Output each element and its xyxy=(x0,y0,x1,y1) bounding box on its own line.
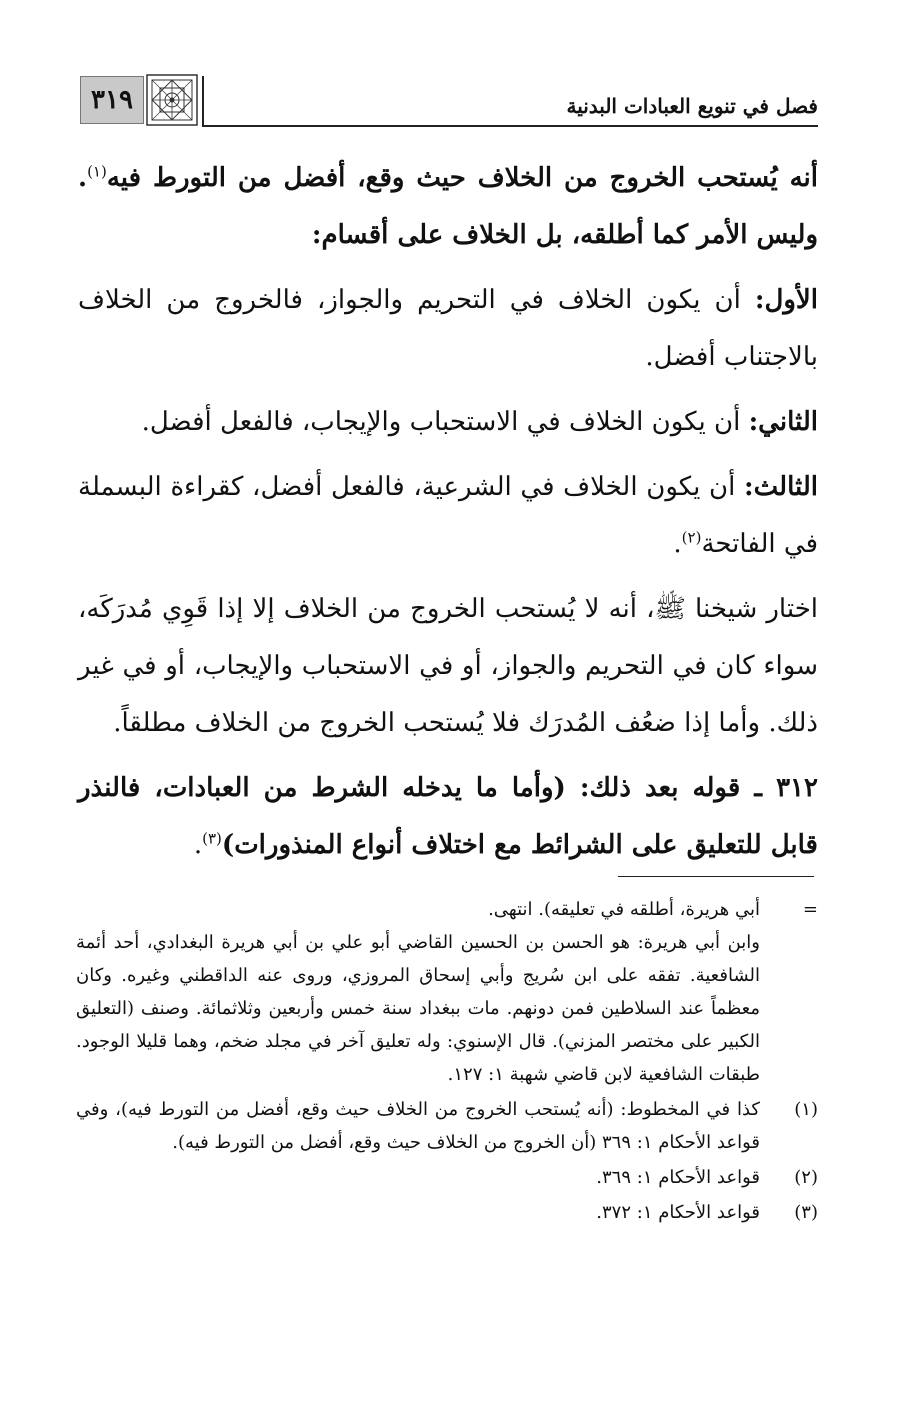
footnote-body xyxy=(76,893,760,1091)
paragraph-2 xyxy=(78,272,818,386)
footnote-body: قواعد الأحكام ١: ٣٦٩. xyxy=(596,1167,760,1188)
footnote-line: وابن أبي هريرة: هو الحسن بن الحسين القاضي أبو علي بن أبي هريرة البغدادي، أحد أئمة الشافعية. تفقه على ابن سُريج وأبي إسحاق المروزي، وروى عنه الداقطني وغيره. وكان معظماً عند السلاطين فمن دونهم. مات ببغداد سنة خمس وأربعين وثلاثمائة. وصنف (التعليق الكبير على مختصر المزني). قال الإسنوي: وله تعليق آخر في مجلد ضخم، وهما قليلا الوجود. طبقات الشافعية لابن قاضي شهبة ١: ١٢٧. xyxy=(76,932,760,1085)
paragraph-4 xyxy=(78,459,818,573)
paragraph-2-text: أن يكون الخلاف في التحريم والجواز، فالخروج من الخلاف بالاجتناب أفضل. xyxy=(78,285,818,372)
paragraph-6 xyxy=(78,760,818,874)
geometric-ornament-icon xyxy=(146,74,198,126)
paragraph-1-rest: . وليس الأمر كما أطلقه، بل الخلاف على أقسام: xyxy=(78,163,818,250)
footnote-body: قواعد الأحكام ١: ٣٧٢. xyxy=(596,1202,760,1223)
paragraph-1 xyxy=(78,150,818,264)
footnote-1 xyxy=(76,1093,818,1159)
footnote-marker: (٢) xyxy=(794,1167,818,1188)
header-divider-vertical xyxy=(202,76,204,126)
main-text xyxy=(78,150,818,882)
quoted-text: أنه يُستحب الخروج من الخلاف حيث وقع، أفضل من التورط فيه xyxy=(106,163,818,193)
footnote-line: أبي هريرة، أطلقه في تعليقه). انتهى. xyxy=(488,899,760,920)
footnotes xyxy=(76,893,818,1231)
footnote-separator xyxy=(618,876,814,877)
paragraph-5 xyxy=(78,581,818,752)
footnote-marker: (١) xyxy=(794,1099,818,1120)
footnote-ref-3[interactable]: (٣) xyxy=(202,829,222,848)
paragraph-6-text: ٣١٢ ـ قوله بعد ذلك: (وأما ما يدخله الشرط من العبادات، فالنذر قابل للتعليق على الشرائط مع اختلاف أنواع المنذورات) xyxy=(78,773,818,860)
running-header xyxy=(80,72,820,132)
paragraph-3 xyxy=(78,394,818,451)
footnote-body: كذا في المخطوط: (أنه يُستحب الخروج من الخلاف حيث وقع، أفضل من التورط فيه)، وفي قواعد الأحكام ١: ٣٦٩ (أن الخروج من الخلاف حيث وقع، أفضل من التورط فيه). xyxy=(76,1099,760,1153)
paragraph-4-text: أن يكون الخلاف في الشرعية، فالفعل أفضل، كقراءة البسملة في الفاتحة xyxy=(78,472,818,559)
paragraph-4-end: . xyxy=(673,529,682,559)
footnote-marker: = xyxy=(802,899,818,920)
footnote-marker: (٣) xyxy=(794,1202,818,1223)
page-number: ٣١٩ xyxy=(80,76,144,124)
footnote-ref-2[interactable]: (٢) xyxy=(681,528,702,547)
section-lead-third: الثالث: xyxy=(744,472,818,502)
running-title: فصل في تنويع العبادات البدنية xyxy=(566,94,818,118)
footnote-3 xyxy=(76,1196,818,1229)
footnote-2 xyxy=(76,1161,818,1194)
paragraph-3-text: أن يكون الخلاف في الاستحباب والإيجاب، فالفعل أفضل. xyxy=(141,407,749,437)
section-lead-second: الثاني: xyxy=(748,407,818,437)
section-lead-first: الأول: xyxy=(754,285,818,315)
footnote-continuation xyxy=(76,893,818,1091)
paragraph-6-end: . xyxy=(193,830,203,860)
footnote-ref-1[interactable]: (١) xyxy=(87,162,107,181)
header-divider-horizontal xyxy=(202,125,818,127)
paragraph-5-text: اختار شيخنا ﷺ، أنه لا يُستحب الخروج من الخلاف إلا إذا قَوِي مُدرَكَه، سواء كان في التحريم والجواز، أو في الاستحباب والإيجاب، أو في غير ذلك. وأما إذا ضعُف المُدرَك فلا يُستحب الخروج من الخلاف مطلقاً. xyxy=(78,594,818,738)
